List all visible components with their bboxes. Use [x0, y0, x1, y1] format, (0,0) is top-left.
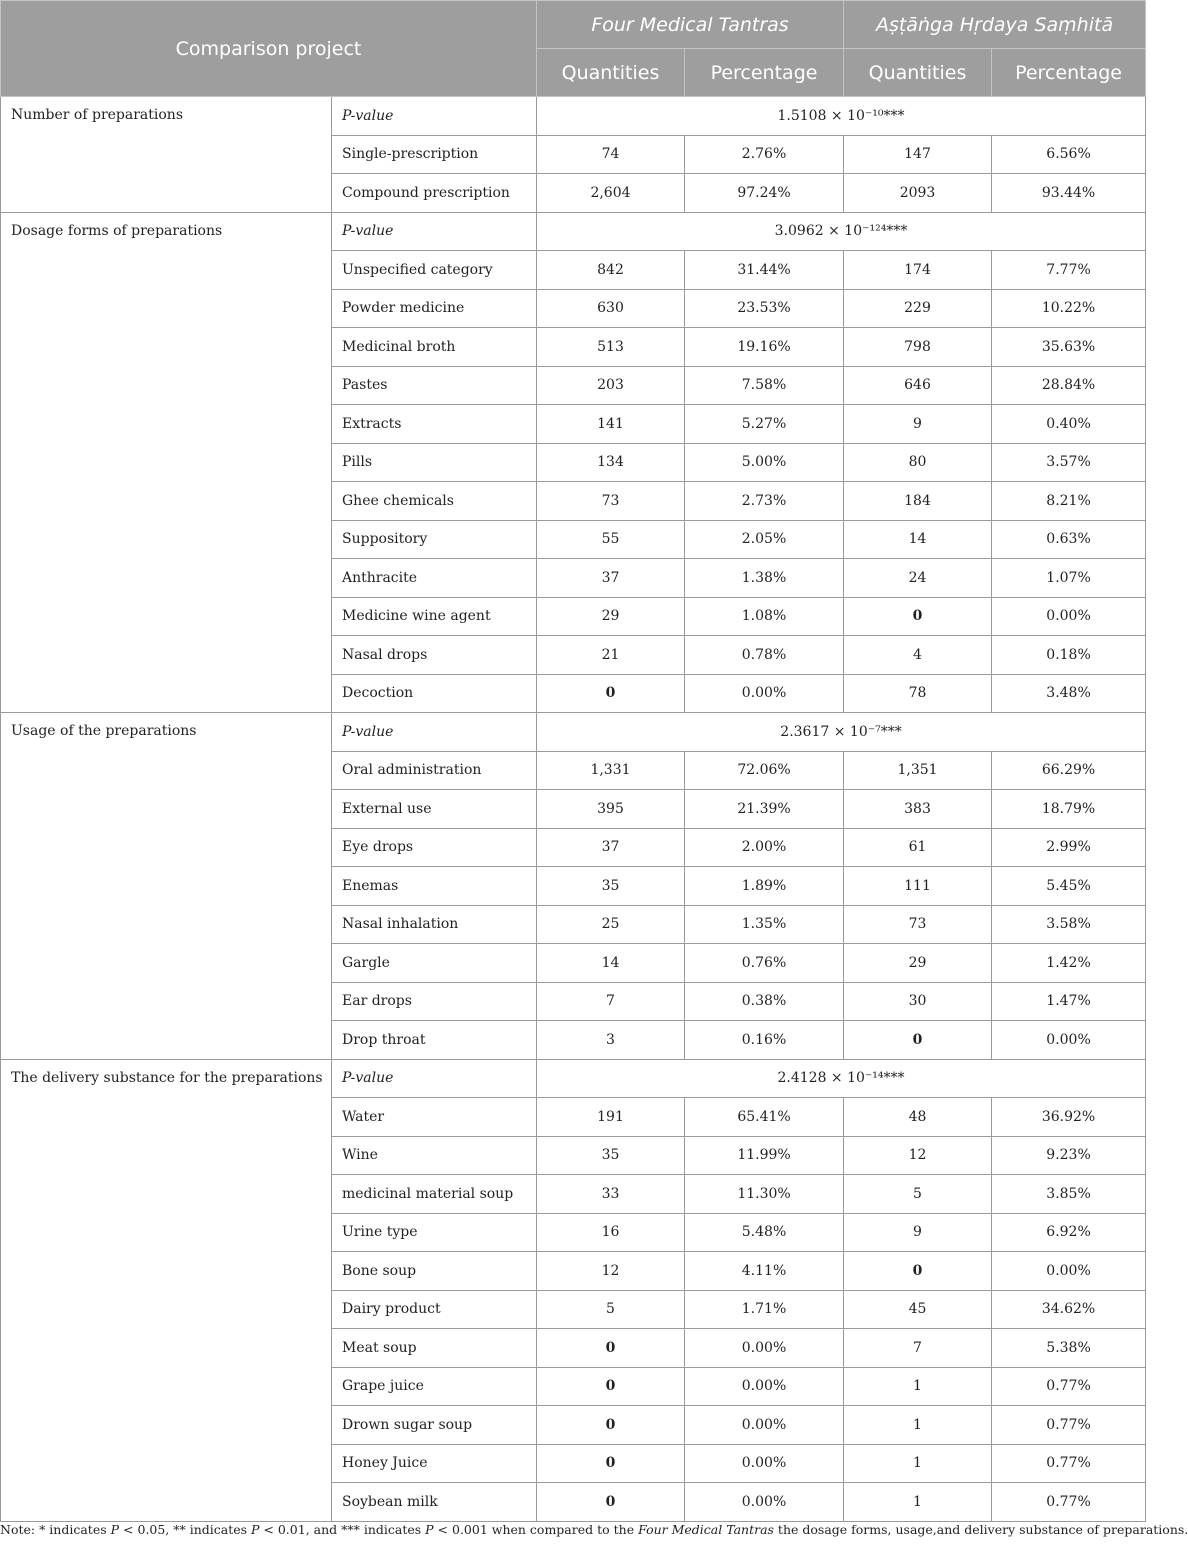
quantity-book1: 35 [537, 1136, 685, 1175]
percentage-book1: 0.38% [685, 982, 844, 1021]
percentage-book1: 0.16% [685, 1021, 844, 1060]
quantity-book1: 35 [537, 867, 685, 906]
quantity-book1: 0 [537, 1329, 685, 1368]
quantity-book1: 73 [537, 482, 685, 521]
row-label: Soybean milk [332, 1483, 537, 1522]
percentage-book2: 6.92% [992, 1213, 1146, 1252]
row-label: Powder medicine [332, 289, 537, 328]
quantity-book1: 0 [537, 1444, 685, 1483]
row-label: External use [332, 790, 537, 829]
percentage-book2: 3.57% [992, 443, 1146, 482]
row-label: Water [332, 1098, 537, 1137]
quantity-book2: 45 [844, 1290, 992, 1329]
pvalue-value: 2.3617 × 10⁻⁷*** [537, 713, 1146, 752]
percentage-book1: 11.99% [685, 1136, 844, 1175]
note-text-3: < 0.01, and *** indicates [259, 1522, 426, 1537]
percentage-book1: 11.30% [685, 1175, 844, 1214]
quantity-book2: 61 [844, 828, 992, 867]
row-label: Anthracite [332, 559, 537, 598]
percentage-book1: 31.44% [685, 251, 844, 290]
row-label: Honey Juice [332, 1444, 537, 1483]
quantity-book2: 7 [844, 1329, 992, 1368]
percentage-book2: 3.48% [992, 674, 1146, 713]
quantity-book1: 0 [537, 1483, 685, 1522]
percentage-book1: 4.11% [685, 1252, 844, 1291]
percentage-book1: 1.35% [685, 905, 844, 944]
percentage-book1: 97.24% [685, 174, 844, 213]
row-label: Oral administration [332, 751, 537, 790]
percentage-book1: 5.00% [685, 443, 844, 482]
header-quantities-book1: Quantities [537, 49, 685, 97]
percentage-book1: 21.39% [685, 790, 844, 829]
quantity-book1: 29 [537, 597, 685, 636]
pvalue-label: P-value [332, 1059, 537, 1098]
quantity-book1: 14 [537, 944, 685, 983]
table-row-pvalue [1, 212, 1146, 251]
percentage-book1: 0.00% [685, 1329, 844, 1368]
note-p-symbol: P [110, 1522, 120, 1537]
quantity-book2: 29 [844, 944, 992, 983]
percentage-book2: 28.84% [992, 366, 1146, 405]
percentage-book2: 36.92% [992, 1098, 1146, 1137]
row-label: Meat soup [332, 1329, 537, 1368]
row-label: Ear drops [332, 982, 537, 1021]
quantity-book2: 2093 [844, 174, 992, 213]
quantity-book2: 184 [844, 482, 992, 521]
quantity-book2: 1,351 [844, 751, 992, 790]
quantity-book1: 134 [537, 443, 685, 482]
quantity-book1: 630 [537, 289, 685, 328]
quantity-book1: 141 [537, 405, 685, 444]
percentage-book1: 1.71% [685, 1290, 844, 1329]
percentage-book1: 7.58% [685, 366, 844, 405]
percentage-book2: 6.56% [992, 135, 1146, 174]
row-label: medicinal material soup [332, 1175, 537, 1214]
percentage-book1: 2.73% [685, 482, 844, 521]
pvalue-label: P-value [332, 97, 537, 136]
percentage-book2: 3.85% [992, 1175, 1146, 1214]
quantity-book1: 0 [537, 1406, 685, 1445]
percentage-book2: 5.45% [992, 867, 1146, 906]
quantity-book2: 147 [844, 135, 992, 174]
percentage-book1: 2.76% [685, 135, 844, 174]
row-label: Medicinal broth [332, 328, 537, 367]
quantity-book2: 80 [844, 443, 992, 482]
table-row-pvalue [1, 97, 1146, 136]
row-label: Ghee chemicals [332, 482, 537, 521]
pvalue-label: P-value [332, 713, 537, 752]
quantity-book2: 4 [844, 636, 992, 675]
row-label: Pills [332, 443, 537, 482]
note-text-2: < 0.05, ** indicates [119, 1522, 252, 1537]
quantity-book1: 25 [537, 905, 685, 944]
quantity-book2: 229 [844, 289, 992, 328]
percentage-book1: 0.76% [685, 944, 844, 983]
quantity-book2: 5 [844, 1175, 992, 1214]
row-label: Compound prescription [332, 174, 537, 213]
table-body [1, 97, 1146, 1522]
quantity-book2: 646 [844, 366, 992, 405]
quantity-book1: 37 [537, 828, 685, 867]
group-label: Usage of the preparations [1, 713, 332, 1060]
quantity-book2: 111 [844, 867, 992, 906]
percentage-book2: 0.77% [992, 1444, 1146, 1483]
quantity-book2: 78 [844, 674, 992, 713]
row-label: Enemas [332, 867, 537, 906]
header-book-four-medical-tantras: Four Medical Tantras [537, 1, 844, 49]
percentage-book1: 5.48% [685, 1213, 844, 1252]
group-label: Number of preparations [1, 97, 332, 213]
percentage-book1: 2.05% [685, 520, 844, 559]
table-header [1, 1, 1146, 97]
note-book-title: Four Medical Tantras [638, 1522, 774, 1537]
row-label: Pastes [332, 366, 537, 405]
quantity-book1: 5 [537, 1290, 685, 1329]
quantity-book2: 174 [844, 251, 992, 290]
percentage-book1: 0.78% [685, 636, 844, 675]
quantity-book1: 0 [537, 1367, 685, 1406]
group-label: The delivery substance for the preparations [1, 1059, 332, 1521]
percentage-book2: 0.00% [992, 1252, 1146, 1291]
quantity-book1: 203 [537, 366, 685, 405]
header-comparison-project: Comparison project [1, 1, 537, 97]
row-label: Urine type [332, 1213, 537, 1252]
quantity-book2: 12 [844, 1136, 992, 1175]
percentage-book2: 3.58% [992, 905, 1146, 944]
quantity-book1: 842 [537, 251, 685, 290]
row-label: Gargle [332, 944, 537, 983]
percentage-book1: 5.27% [685, 405, 844, 444]
note-text-1: Note: * indicates [0, 1522, 111, 1537]
percentage-book2: 0.40% [992, 405, 1146, 444]
header-book-astanga-hrdaya: Aṣṭāṅga Hṛdaya Saṃhitā [844, 1, 1146, 49]
table-row-pvalue [1, 1059, 1146, 1098]
quantity-book1: 37 [537, 559, 685, 598]
quantity-book2: 0 [844, 1252, 992, 1291]
percentage-book2: 7.77% [992, 251, 1146, 290]
quantity-book2: 14 [844, 520, 992, 559]
percentage-book2: 9.23% [992, 1136, 1146, 1175]
quantity-book1: 7 [537, 982, 685, 1021]
percentage-book1: 1.08% [685, 597, 844, 636]
percentage-book1: 72.06% [685, 751, 844, 790]
quantity-book1: 74 [537, 135, 685, 174]
row-label: Nasal drops [332, 636, 537, 675]
percentage-book2: 8.21% [992, 482, 1146, 521]
quantity-book2: 9 [844, 405, 992, 444]
percentage-book1: 1.38% [685, 559, 844, 598]
quantity-book1: 1,331 [537, 751, 685, 790]
pvalue-value: 2.4128 × 10⁻¹⁴*** [537, 1059, 1146, 1098]
percentage-book1: 19.16% [685, 328, 844, 367]
quantity-book2: 798 [844, 328, 992, 367]
row-label: Single-prescription [332, 135, 537, 174]
percentage-book2: 35.63% [992, 328, 1146, 367]
percentage-book1: 0.00% [685, 1406, 844, 1445]
quantity-book1: 16 [537, 1213, 685, 1252]
quantity-book2: 24 [844, 559, 992, 598]
row-label: Decoction [332, 674, 537, 713]
quantity-book1: 395 [537, 790, 685, 829]
row-label: Drop throat [332, 1021, 537, 1060]
pvalue-value: 1.5108 × 10⁻¹⁰*** [537, 97, 1146, 136]
quantity-book1: 3 [537, 1021, 685, 1060]
percentage-book2: 0.18% [992, 636, 1146, 675]
quantity-book1: 21 [537, 636, 685, 675]
quantity-book1: 0 [537, 674, 685, 713]
note-text-4: < 0.001 when compared to the [433, 1522, 639, 1537]
row-label: Dairy product [332, 1290, 537, 1329]
percentage-book1: 0.00% [685, 674, 844, 713]
percentage-book2: 10.22% [992, 289, 1146, 328]
percentage-book2: 1.42% [992, 944, 1146, 983]
quantity-book1: 2,604 [537, 174, 685, 213]
percentage-book1: 65.41% [685, 1098, 844, 1137]
percentage-book2: 2.99% [992, 828, 1146, 867]
quantity-book2: 1 [844, 1444, 992, 1483]
quantity-book2: 1 [844, 1483, 992, 1522]
quantity-book2: 48 [844, 1098, 992, 1137]
row-label: Drown sugar soup [332, 1406, 537, 1445]
pvalue-label: P-value [332, 212, 537, 251]
quantity-book2: 1 [844, 1406, 992, 1445]
percentage-book1: 23.53% [685, 289, 844, 328]
row-label: Extracts [332, 405, 537, 444]
row-label: Bone soup [332, 1252, 537, 1291]
percentage-book1: 0.00% [685, 1444, 844, 1483]
percentage-book2: 34.62% [992, 1290, 1146, 1329]
quantity-book2: 383 [844, 790, 992, 829]
row-label: Eye drops [332, 828, 537, 867]
quantity-book2: 1 [844, 1367, 992, 1406]
quantity-book2: 30 [844, 982, 992, 1021]
percentage-book2: 1.47% [992, 982, 1146, 1021]
quantity-book2: 9 [844, 1213, 992, 1252]
row-label: Grape juice [332, 1367, 537, 1406]
pvalue-value: 3.0962 × 10⁻¹²⁴*** [537, 212, 1146, 251]
quantity-book2: 0 [844, 1021, 992, 1060]
header-percentage-book2: Percentage [992, 49, 1146, 97]
percentage-book2: 0.77% [992, 1406, 1146, 1445]
percentage-book1: 0.00% [685, 1367, 844, 1406]
quantity-book1: 55 [537, 520, 685, 559]
note-text-5: the dosage forms, usage,and delivery substance of preparations. [773, 1522, 1188, 1537]
header-percentage-book1: Percentage [685, 49, 844, 97]
percentage-book1: 0.00% [685, 1483, 844, 1522]
header-quantities-book2: Quantities [844, 49, 992, 97]
percentage-book2: 18.79% [992, 790, 1146, 829]
row-label: Suppository [332, 520, 537, 559]
table-note [0, 1522, 1188, 1537]
quantity-book2: 0 [844, 597, 992, 636]
percentage-book2: 1.07% [992, 559, 1146, 598]
percentage-book2: 0.77% [992, 1367, 1146, 1406]
quantity-book2: 73 [844, 905, 992, 944]
percentage-book1: 2.00% [685, 828, 844, 867]
row-label: Medicine wine agent [332, 597, 537, 636]
percentage-book2: 5.38% [992, 1329, 1146, 1368]
percentage-book2: 0.63% [992, 520, 1146, 559]
quantity-book1: 191 [537, 1098, 685, 1137]
percentage-book1: 1.89% [685, 867, 844, 906]
quantity-book1: 513 [537, 328, 685, 367]
table-row-pvalue [1, 713, 1146, 752]
quantity-book1: 33 [537, 1175, 685, 1214]
row-label: Unspecified category [332, 251, 537, 290]
row-label: Nasal inhalation [332, 905, 537, 944]
quantity-book1: 12 [537, 1252, 685, 1291]
group-label: Dosage forms of preparations [1, 212, 332, 713]
note-p-symbol: P [425, 1522, 434, 1537]
percentage-book2: 0.77% [992, 1483, 1146, 1522]
note-p-symbol: P [251, 1522, 260, 1537]
row-label: Wine [332, 1136, 537, 1175]
percentage-book2: 66.29% [992, 751, 1146, 790]
percentage-book2: 0.00% [992, 1021, 1146, 1060]
percentage-book2: 0.00% [992, 597, 1146, 636]
percentage-book2: 93.44% [992, 174, 1146, 213]
